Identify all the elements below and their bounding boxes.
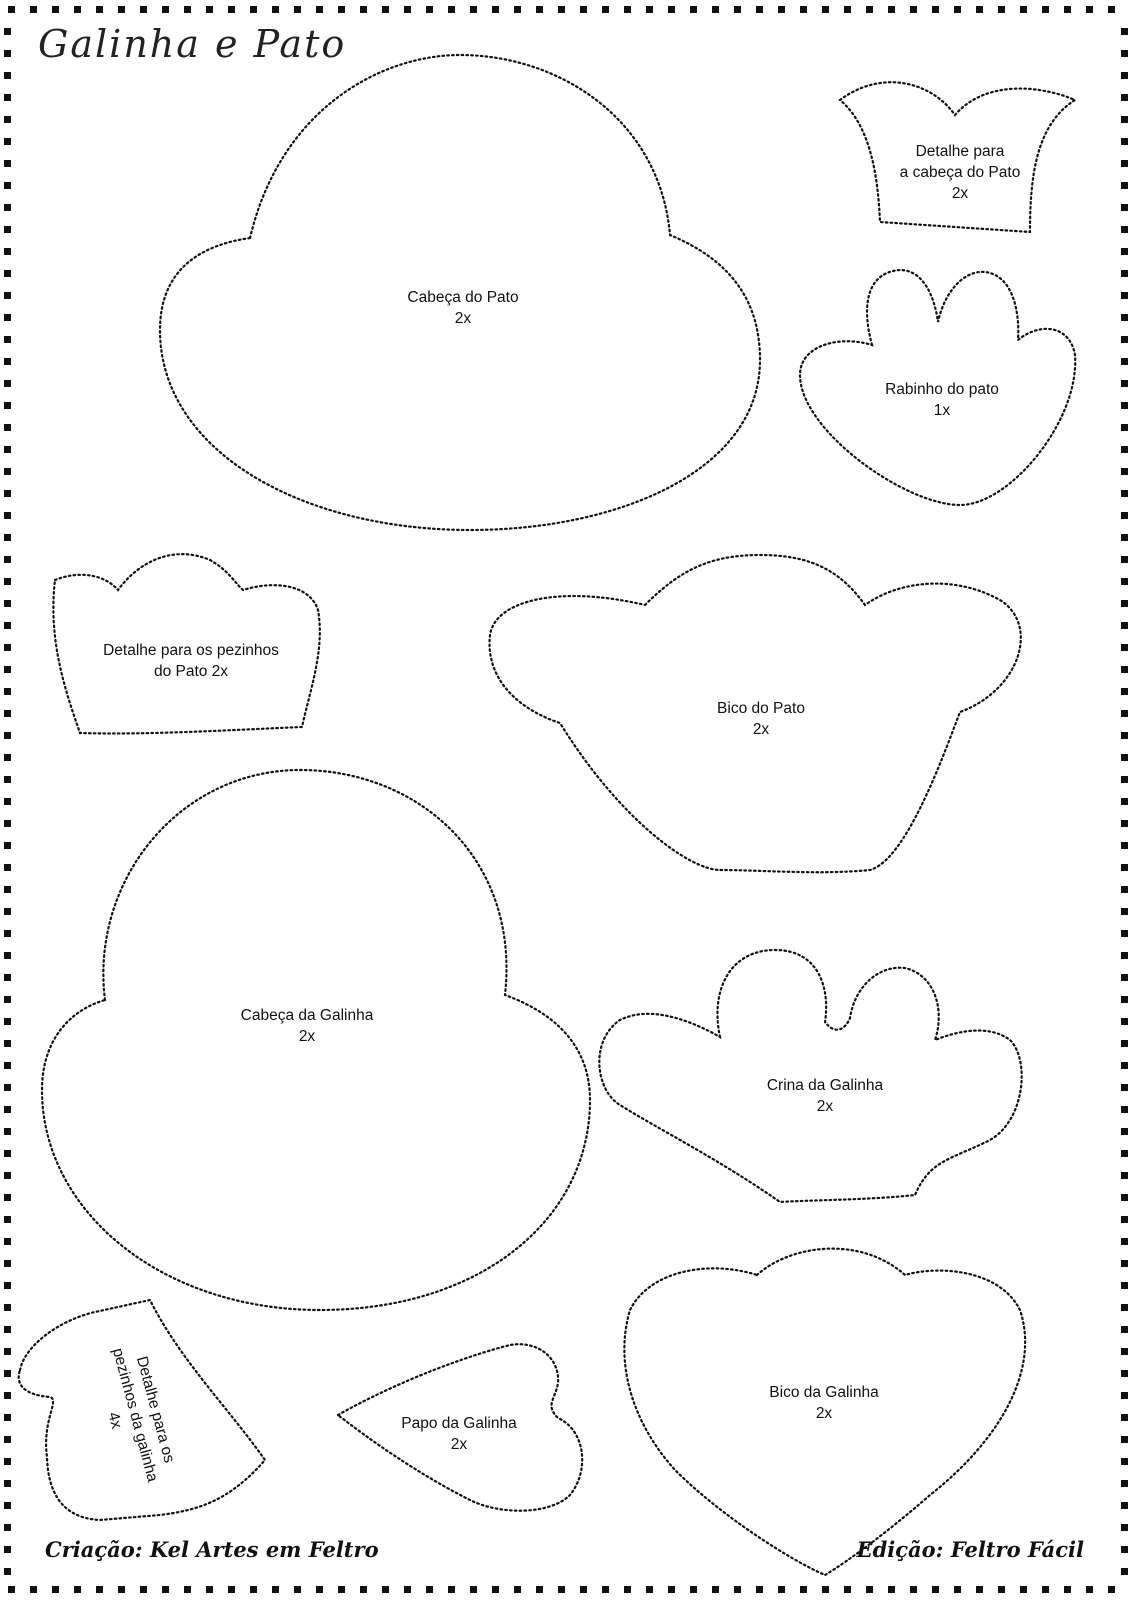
border-dot [4,490,11,497]
border-dot [4,1326,11,1333]
border-dot [1121,644,1128,651]
border-dot [1121,204,1128,211]
border-dot [294,6,301,13]
label-detalhe-pezinhos-galinha: Detalhe para os pezinhos da galinha 4x [104,1346,178,1484]
border-dot [1121,468,1128,475]
border-dot [1121,72,1128,79]
border-dot [4,336,11,343]
border-dot [4,270,11,277]
border-dot [646,6,653,13]
border-dot [1121,1018,1128,1025]
border-dot [448,1586,455,1593]
border-dot [954,6,961,13]
border-dot [206,1586,213,1593]
border-dot [4,160,11,167]
border-dot [1121,1480,1128,1487]
border-dot [470,6,477,13]
border-dot [514,1586,521,1593]
border-dot [1121,732,1128,739]
border-dot [4,116,11,123]
border-dot [932,6,939,13]
border-dot [4,1018,11,1025]
border-dot [4,798,11,805]
border-dot [4,996,11,1003]
label-rabinho-do-pato: Rabinho do pato 1x [885,381,999,419]
border-dot [4,424,11,431]
border-dot [4,534,11,541]
border-dot [1042,1586,1049,1593]
border-dot [800,6,807,13]
border-dot [1121,160,1128,167]
border-dot [734,6,741,13]
border-dot [558,6,565,13]
border-dot [96,1586,103,1593]
border-dot [382,1586,389,1593]
border-dot [140,6,147,13]
border-dot [1121,1546,1128,1553]
border-dot [1121,710,1128,717]
border-dot [536,1586,543,1593]
label-detalhe-pezinhos-pato: Detalhe para os pezinhos do Pato 2x [103,642,279,680]
border-dot [580,6,587,13]
border-dot [4,50,11,57]
border-dot [1121,1194,1128,1201]
border-dot [4,1194,11,1201]
border-dot [4,820,11,827]
border-dot [4,1568,11,1575]
border-dot [888,1586,895,1593]
border-dot [1121,1414,1128,1421]
border-dot [4,952,11,959]
border-dot [1121,600,1128,607]
border-dot [1121,930,1128,937]
border-dot [1121,1106,1128,1113]
border-dot [1121,622,1128,629]
border-dot [4,1370,11,1377]
border-dot [4,380,11,387]
border-dot [272,1586,279,1593]
border-dot [4,94,11,101]
label-cabeca-do-pato: Cabeça do Pato 2x [407,289,519,327]
border-dot [668,6,675,13]
border-dot [1121,1524,1128,1531]
border-dot [1121,842,1128,849]
border-dot [338,1586,345,1593]
border-dot [140,1586,147,1593]
page-title: Galinha e Pato [38,22,347,66]
border-dot [4,1524,11,1531]
border-dot [1064,1586,1071,1593]
border-dot [1121,974,1128,981]
border-dot [954,1586,961,1593]
border-dot [4,182,11,189]
border-dot [448,6,455,13]
border-dot [1086,6,1093,13]
border-dot [184,6,191,13]
border-dot [1121,754,1128,761]
border-dot [4,402,11,409]
border-dot [1108,1586,1115,1593]
border-dot [4,578,11,585]
border-dot [1121,666,1128,673]
border-dot [4,1084,11,1091]
border-dot [1121,578,1128,585]
border-dot [228,6,235,13]
border-dot [4,204,11,211]
label-bico-da-galinha: Bico da Galinha 2x [769,1384,879,1422]
border-dot [4,446,11,453]
border-dot [1121,1370,1128,1377]
border-dot [1121,94,1128,101]
border-dot [4,72,11,79]
border-dot [492,6,499,13]
border-dot [1121,1304,1128,1311]
border-dot [4,138,11,145]
border-dot [910,1586,917,1593]
border-dot [30,6,37,13]
border-dot [1121,1392,1128,1399]
border-dot [1121,270,1128,277]
label-cabeca-da-galinha: Cabeça da Galinha 2x [240,1007,374,1045]
border-dot [4,28,11,35]
border-dot [844,6,851,13]
border-dot [4,776,11,783]
border-dot [1121,1436,1128,1443]
border-dot [1020,1586,1027,1593]
border-dot [1121,1150,1128,1157]
border-dot [1121,28,1128,35]
border-dot [1121,226,1128,233]
footer-credit-creation: Criação: Kel Artes em Feltro [45,1537,379,1562]
border-dot [162,1586,169,1593]
border-dot [888,6,895,13]
border-dot [668,1586,675,1593]
border-dot [1121,1458,1128,1465]
border-dot [1020,6,1027,13]
border-dot [4,688,11,695]
border-dot [426,6,433,13]
border-dot [4,1216,11,1223]
border-dot [1064,6,1071,13]
dotted-border [4,6,1128,1593]
border-dot [4,226,11,233]
border-dot [822,6,829,13]
border-dot [4,248,11,255]
border-dot [4,622,11,629]
border-dot [4,1392,11,1399]
border-dot [118,1586,125,1593]
border-dot [646,1586,653,1593]
border-dot [4,1546,11,1553]
border-dot [4,512,11,519]
border-dot [4,1150,11,1157]
label-bico-do-pato: Bico do Pato 2x [717,700,805,738]
border-dot [52,1586,59,1593]
border-dot [1121,1062,1128,1069]
border-dot [1121,358,1128,365]
border-dot [426,1586,433,1593]
border-dot [4,908,11,915]
border-dot [998,6,1005,13]
border-dot [404,6,411,13]
border-dot [1121,116,1128,123]
border-dot [1121,1326,1128,1333]
border-dot [1121,182,1128,189]
border-dot [4,974,11,981]
border-dot [206,6,213,13]
border-dot [1121,1348,1128,1355]
border-dot [4,358,11,365]
border-dot [250,6,257,13]
border-dot [602,1586,609,1593]
border-dot [1121,1502,1128,1509]
border-dot [1121,534,1128,541]
border-dot [1121,380,1128,387]
border-dot [8,6,15,13]
border-dot [1121,1238,1128,1245]
border-dot [30,1586,37,1593]
border-dot [1108,6,1115,13]
border-dot [4,1062,11,1069]
border-dot [74,6,81,13]
label-crina-da-galinha: Crina da Galinha 2x [766,1077,884,1115]
border-dot [1121,402,1128,409]
border-dot [800,1586,807,1593]
border-dot [8,1586,15,1593]
border-dot [4,710,11,717]
border-dot [844,1586,851,1593]
border-dot [316,6,323,13]
border-dot [1121,798,1128,805]
border-dot [910,6,917,13]
border-dot [1121,336,1128,343]
border-dot [756,1586,763,1593]
border-dot [1121,952,1128,959]
border-dot [4,886,11,893]
border-dot [1121,1172,1128,1179]
border-dot [1121,996,1128,1003]
border-dot [118,6,125,13]
border-dot [712,1586,719,1593]
border-dot [4,1128,11,1135]
border-dot [1121,864,1128,871]
border-dot [4,666,11,673]
border-dot [4,930,11,937]
border-dot [536,6,543,13]
border-dot [1121,292,1128,299]
border-dot [1121,1260,1128,1267]
border-dot [4,468,11,475]
border-dot [184,1586,191,1593]
border-dot [1121,512,1128,519]
border-dot [4,864,11,871]
border-dot [1121,490,1128,497]
border-dot [998,1586,1005,1593]
border-dot [1121,908,1128,915]
border-dot [932,1586,939,1593]
border-dot [4,754,11,761]
border-dot [4,732,11,739]
border-dot [1121,1216,1128,1223]
border-dot [4,1282,11,1289]
border-dot [74,1586,81,1593]
border-dot [580,1586,587,1593]
border-dot [1121,1084,1128,1091]
border-dot [250,1586,257,1593]
border-dot [1042,6,1049,13]
border-dot [624,6,631,13]
border-dot [382,6,389,13]
border-dot [778,6,785,13]
border-dot [272,6,279,13]
border-dot [514,6,521,13]
border-dot [976,6,983,13]
border-dot [624,1586,631,1593]
border-dot [1086,1586,1093,1593]
border-dot [778,1586,785,1593]
border-dot [1121,248,1128,255]
border-dot [1121,886,1128,893]
border-dot [316,1586,323,1593]
border-dot [1121,446,1128,453]
border-dot [1121,424,1128,431]
border-dot [4,1414,11,1421]
border-dot [1121,1568,1128,1575]
border-dot [4,1480,11,1487]
border-dot [1121,820,1128,827]
border-dot [1121,776,1128,783]
border-dot [690,1586,697,1593]
border-dot [4,644,11,651]
border-dot [1121,314,1128,321]
footer-credit-edition: Edição: Feltro Fácil [856,1537,1084,1562]
border-dot [162,6,169,13]
border-dot [52,6,59,13]
border-dot [4,314,11,321]
border-dot [1121,1282,1128,1289]
border-dot [4,1436,11,1443]
border-dot [4,1238,11,1245]
border-dot [602,6,609,13]
border-dot [690,6,697,13]
border-dot [4,1172,11,1179]
border-dot [734,1586,741,1593]
border-dot [866,1586,873,1593]
border-dot [1121,1040,1128,1047]
border-dot [360,1586,367,1593]
border-dot [470,1586,477,1593]
border-dot [4,600,11,607]
border-dot [976,1586,983,1593]
border-dot [1121,138,1128,145]
border-dot [4,1458,11,1465]
border-dot [338,6,345,13]
border-dot [4,556,11,563]
border-dot [1121,556,1128,563]
border-dot [4,1348,11,1355]
border-dot [96,6,103,13]
label-papo-da-galinha: Papo da Galinha 2x [401,1415,517,1453]
border-dot [404,1586,411,1593]
border-dot [360,6,367,13]
border-dot [4,1304,11,1311]
border-dot [294,1586,301,1593]
border-dot [4,1040,11,1047]
border-dot [558,1586,565,1593]
border-dot [4,1260,11,1267]
border-dot [228,1586,235,1593]
label-detalhe-cabeca-pato: Detalhe para a cabeça do Pato 2x [899,143,1021,202]
border-dot [1121,688,1128,695]
border-dot [866,6,873,13]
border-dot [4,1502,11,1509]
border-dot [1121,1128,1128,1135]
border-dot [712,6,719,13]
border-dot [822,1586,829,1593]
border-dot [492,1586,499,1593]
border-dot [756,6,763,13]
border-dot [4,842,11,849]
border-dot [4,292,11,299]
border-dot [1121,50,1128,57]
border-dot [4,1106,11,1113]
